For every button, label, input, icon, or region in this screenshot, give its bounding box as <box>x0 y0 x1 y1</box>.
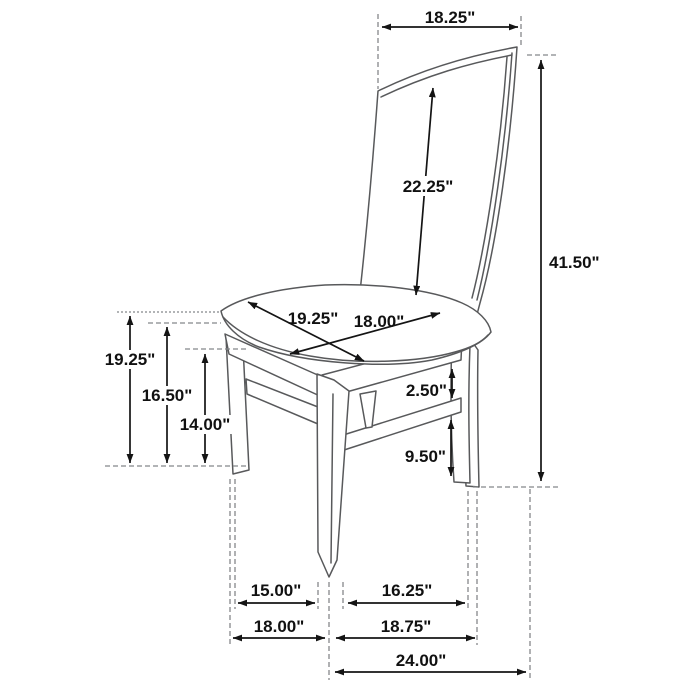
dim-overall-depth-label: 24.00" <box>395 651 447 670</box>
dim-stretcher-to-floor-label: 9.50" <box>404 447 446 466</box>
dim-seat-depth-label: 19.25" <box>287 309 339 328</box>
dim-apron-clearance-label: 14.00" <box>179 415 231 434</box>
dim-back-top-width-label: 18.25" <box>424 8 476 27</box>
dim-apron-to-stretcher-label: 2.50" <box>405 381 447 400</box>
dim-seat-frame-height-label: 16.50" <box>141 386 193 405</box>
dim-apron-clearance <box>178 354 232 463</box>
dim-front-span-outer <box>233 617 325 638</box>
dim-overall-height-label: 41.50" <box>549 253 600 272</box>
dim-depth-span-inner-label: 16.25" <box>381 581 433 600</box>
dim-overall-height <box>541 60 600 481</box>
dim-depth-span-outer <box>336 617 475 638</box>
dim-depth-span-outer-label: 18.75" <box>380 617 432 636</box>
dim-overall-depth <box>335 651 526 672</box>
dim-seat-width-label: 18.00" <box>353 312 405 331</box>
dim-front-span-inner <box>238 581 315 603</box>
dim-depth-span-inner <box>348 581 465 603</box>
dim-seat-height-label: 19.25" <box>104 350 156 369</box>
dim-seat-frame-height <box>140 327 194 463</box>
dim-front-span-outer-label: 18.00" <box>253 617 305 636</box>
dim-front-span-inner-label: 15.00" <box>250 581 302 600</box>
dim-back-top-width <box>382 8 518 27</box>
dim-backrest-height-label: 22.25" <box>402 177 454 196</box>
chair-corner-bracket <box>360 391 376 428</box>
chair-side-stretcher-right <box>340 398 461 451</box>
